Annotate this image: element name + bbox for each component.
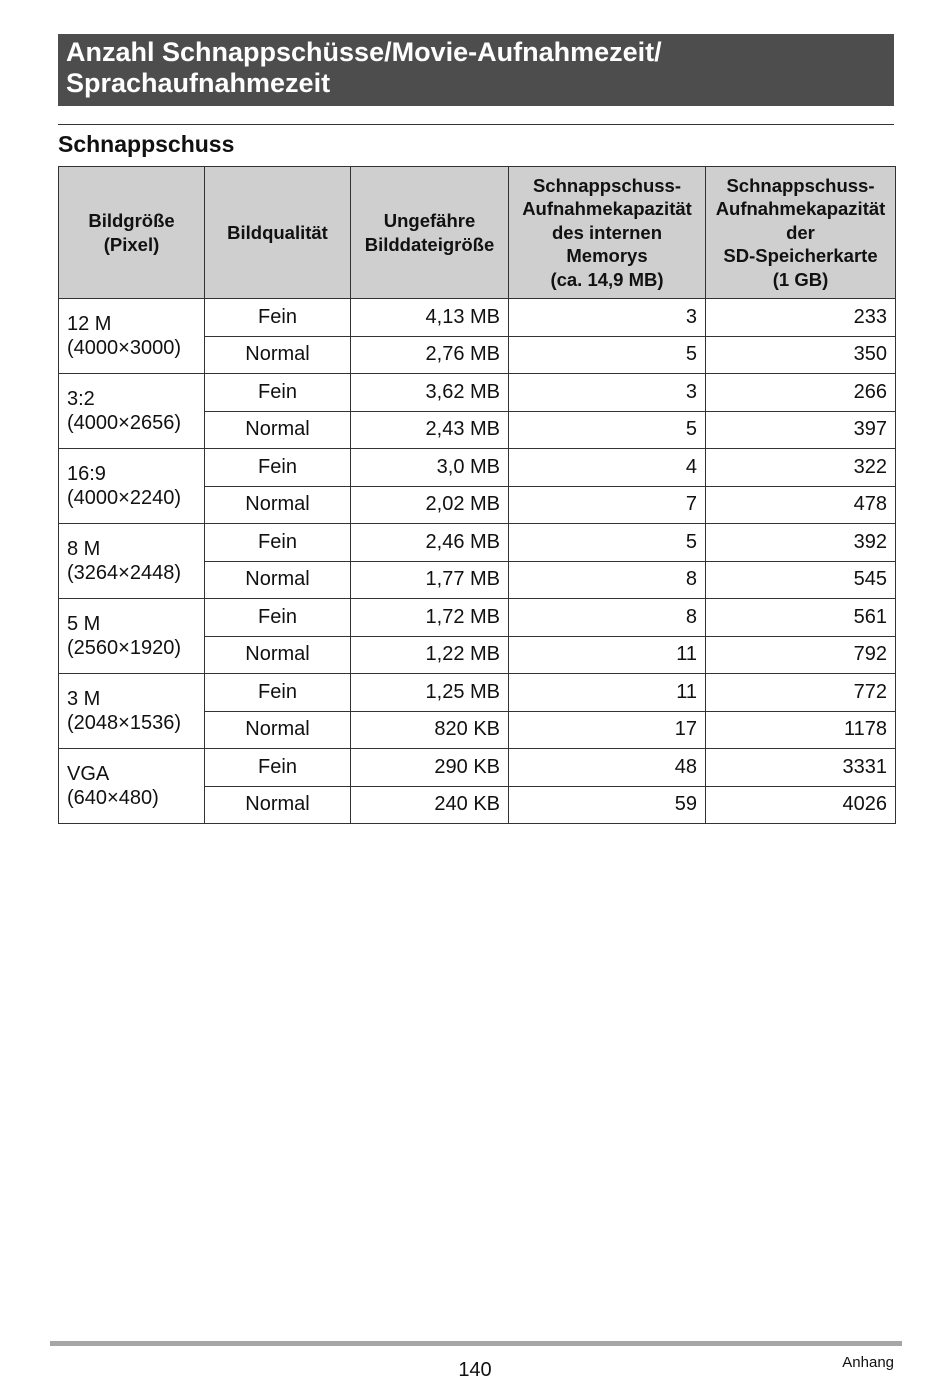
quality-cell: Normal	[205, 486, 351, 524]
image-size-label: 5 M	[67, 613, 101, 635]
sd-capacity-cell: 561	[706, 599, 896, 637]
table-body	[59, 299, 896, 824]
quality-cell: Normal	[205, 561, 351, 599]
image-size-pixels: (3264×2448)	[67, 562, 181, 584]
column-header-file-size	[351, 167, 509, 299]
sd-capacity-cell: 322	[706, 449, 896, 487]
file-size-cell: 1,25 MB	[351, 674, 509, 712]
image-size-cell	[59, 749, 205, 824]
table-row	[59, 374, 896, 412]
image-size-pixels: (4000×2240)	[67, 487, 181, 509]
footer-section-label: Anhang	[842, 1354, 894, 1371]
column-header-line: des internen	[552, 221, 662, 243]
sd-capacity-cell: 4026	[706, 786, 896, 824]
image-size-cell	[59, 374, 205, 449]
column-header-line: Bilddateigröße	[364, 233, 495, 255]
internal-capacity-cell: 4	[509, 449, 706, 487]
quality-cell: Normal	[205, 711, 351, 749]
internal-capacity-cell: 3	[509, 374, 706, 412]
snapshot-capacity-table	[58, 166, 896, 824]
image-size-pixels: (640×480)	[67, 787, 159, 809]
sd-capacity-cell: 545	[706, 561, 896, 599]
internal-capacity-cell: 8	[509, 599, 706, 637]
image-size-pixels: (4000×3000)	[67, 337, 181, 359]
table-row	[59, 299, 896, 337]
sd-capacity-cell: 266	[706, 374, 896, 412]
table-row	[59, 749, 896, 787]
table-row	[59, 449, 896, 487]
quality-cell: Fein	[205, 599, 351, 637]
page-title-line-1: Anzahl Schnappschüsse/Movie-Aufnahmezeit/	[66, 37, 662, 67]
file-size-cell: 1,22 MB	[351, 636, 509, 674]
image-size-cell	[59, 674, 205, 749]
quality-cell: Normal	[205, 636, 351, 674]
section-divider	[58, 124, 894, 125]
quality-cell: Fein	[205, 374, 351, 412]
file-size-cell: 4,13 MB	[351, 299, 509, 337]
page-title-bar	[58, 34, 894, 106]
internal-capacity-cell: 11	[509, 674, 706, 712]
internal-capacity-cell: 5	[509, 524, 706, 562]
file-size-cell: 2,43 MB	[351, 411, 509, 449]
image-size-cell	[59, 599, 205, 674]
image-size-pixels: (2560×1920)	[67, 637, 181, 659]
sd-capacity-cell: 1178	[706, 711, 896, 749]
column-header-line: SD-Speicherkarte	[723, 245, 878, 267]
quality-cell: Normal	[205, 411, 351, 449]
column-header-line: Ungefähre	[383, 210, 476, 231]
internal-capacity-cell: 48	[509, 749, 706, 787]
column-header-line: Bildqualität	[227, 221, 328, 243]
footer-bar	[50, 1341, 902, 1346]
sd-capacity-cell: 772	[706, 674, 896, 712]
file-size-cell: 240 KB	[351, 786, 509, 824]
column-header-line: Aufnahmekapazität	[522, 198, 692, 220]
column-header-line: (Pixel)	[103, 233, 160, 255]
column-header-sd-capacity	[706, 167, 896, 299]
file-size-cell: 1,77 MB	[351, 561, 509, 599]
internal-capacity-cell: 3	[509, 299, 706, 337]
internal-capacity-cell: 5	[509, 411, 706, 449]
table-header-row	[59, 167, 896, 299]
column-header-image-size	[59, 167, 205, 299]
column-header-line: Aufnahmekapazität	[715, 198, 886, 220]
quality-cell: Fein	[205, 449, 351, 487]
file-size-cell: 3,62 MB	[351, 374, 509, 412]
image-size-label: VGA	[67, 763, 110, 785]
column-header-line: Schnappschuss-	[726, 174, 875, 196]
page-number: 140	[458, 1359, 492, 1381]
quality-cell: Fein	[205, 674, 351, 712]
file-size-cell: 820 KB	[351, 711, 509, 749]
file-size-cell: 2,46 MB	[351, 524, 509, 562]
quality-cell: Normal	[205, 336, 351, 374]
image-size-label: 3:2	[67, 388, 95, 410]
file-size-cell: 2,76 MB	[351, 336, 509, 374]
column-header-image-quality	[205, 167, 351, 299]
column-header-line: Schnappschuss-	[532, 174, 682, 196]
internal-capacity-cell: 8	[509, 561, 706, 599]
quality-cell: Fein	[205, 524, 351, 562]
internal-capacity-cell: 59	[509, 786, 706, 824]
table-row	[59, 674, 896, 712]
image-size-cell	[59, 524, 205, 599]
table-row	[59, 599, 896, 637]
image-size-pixels: (2048×1536)	[67, 712, 181, 734]
image-size-cell	[59, 449, 205, 524]
sd-capacity-cell: 350	[706, 336, 896, 374]
quality-cell: Fein	[205, 749, 351, 787]
file-size-cell: 1,72 MB	[351, 599, 509, 637]
internal-capacity-cell: 17	[509, 711, 706, 749]
internal-capacity-cell: 7	[509, 486, 706, 524]
image-size-label: 16:9	[67, 463, 106, 485]
column-header-line: der	[786, 221, 815, 243]
column-header-line: (ca. 14,9 MB)	[550, 268, 664, 290]
internal-capacity-cell: 11	[509, 636, 706, 674]
sd-capacity-cell: 392	[706, 524, 896, 562]
image-size-label: 12 M	[67, 313, 112, 335]
image-size-pixels: (4000×2656)	[67, 412, 181, 434]
image-size-cell	[59, 299, 205, 374]
column-header-line: Memorys	[566, 245, 648, 267]
sd-capacity-cell: 792	[706, 636, 896, 674]
section-heading: Schnappschuss	[58, 131, 235, 157]
column-header-line: Bildgröße	[88, 210, 175, 231]
quality-cell: Normal	[205, 786, 351, 824]
image-size-label: 3 M	[67, 688, 101, 710]
file-size-cell: 3,0 MB	[351, 449, 509, 487]
file-size-cell: 290 KB	[351, 749, 509, 787]
sd-capacity-cell: 233	[706, 299, 896, 337]
table-row	[59, 524, 896, 562]
internal-capacity-cell: 5	[509, 336, 706, 374]
image-size-label: 8 M	[67, 538, 101, 560]
sd-capacity-cell: 397	[706, 411, 896, 449]
sd-capacity-cell: 478	[706, 486, 896, 524]
sd-capacity-cell: 3331	[706, 749, 896, 787]
quality-cell: Fein	[205, 299, 351, 337]
file-size-cell: 2,02 MB	[351, 486, 509, 524]
column-header-line: (1 GB)	[772, 268, 829, 290]
column-header-internal-capacity	[509, 167, 706, 299]
page-title-line-2: Sprachaufnahmezeit	[66, 68, 331, 98]
